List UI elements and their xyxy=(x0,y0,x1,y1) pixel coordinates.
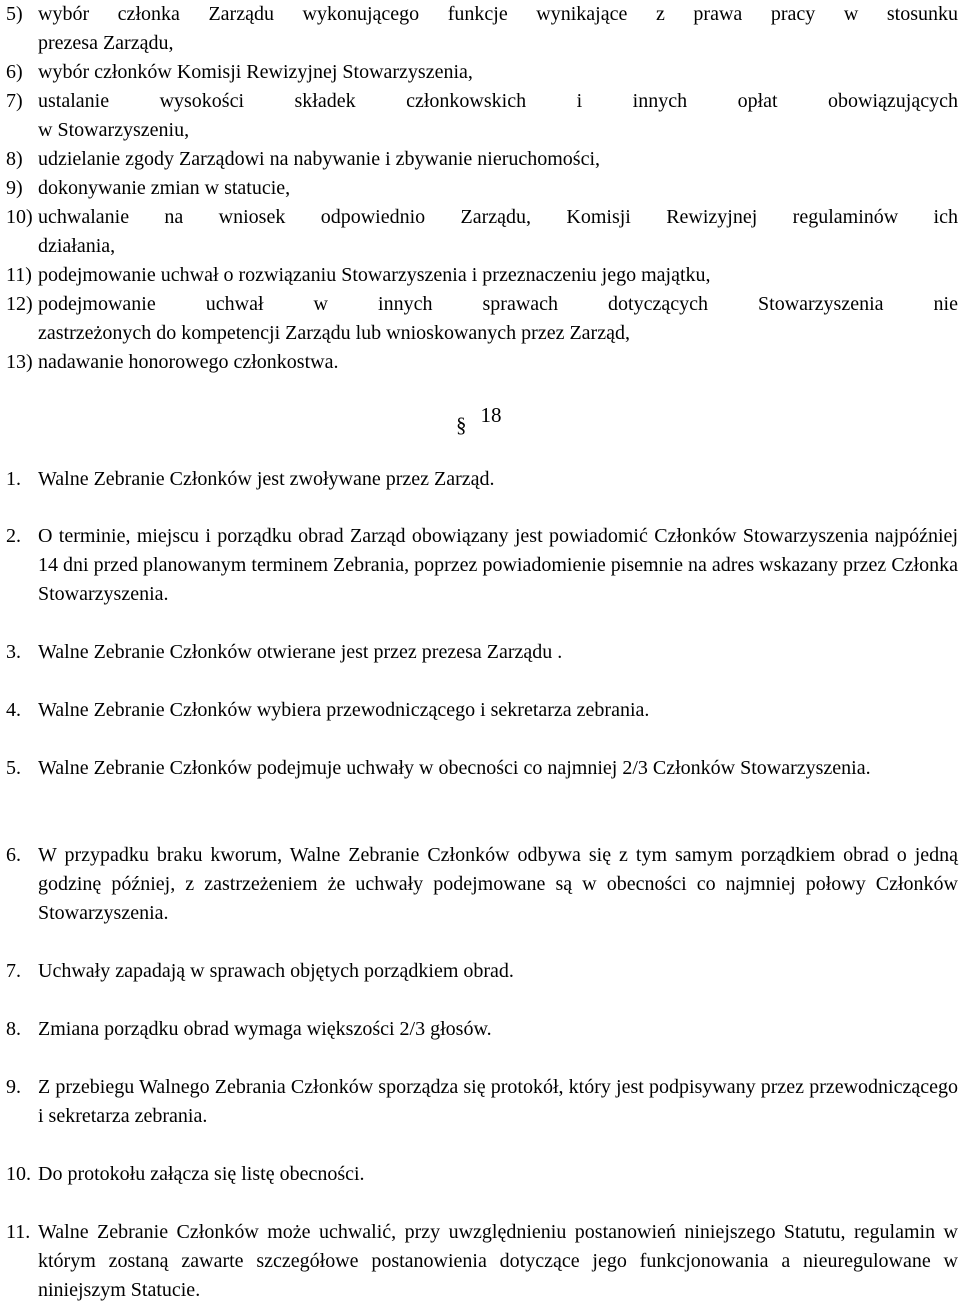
item-text-line: udzielanie zgody Zarządowi na nabywanie i zbywanie nieruchomości, xyxy=(38,148,601,170)
item-number: 8) xyxy=(6,148,23,170)
item-text: Walne Zebranie Członków otwierane jest przez prezesa Zarządu . xyxy=(38,641,563,663)
item-text-line: nadawanie honorowego członkostwa. xyxy=(38,351,339,373)
item-text-line: prezesa Zarządu, xyxy=(38,32,174,54)
item-number: 4. xyxy=(6,699,21,721)
item-text: Zmiana porządku obrad wymaga większości 2/3 głosów. xyxy=(38,1018,492,1040)
item-number: 7) xyxy=(6,90,23,112)
item-number: 12) xyxy=(6,293,33,315)
item-text-line: w Stowarzyszeniu, xyxy=(38,119,190,141)
list-item xyxy=(6,1015,958,1044)
item-number: 8. xyxy=(6,1018,21,1040)
item-number: 10) xyxy=(6,206,33,228)
list-item xyxy=(6,261,958,290)
item-number: 13) xyxy=(6,351,33,373)
item-text-line: podejmowanie uchwał w innych sprawach dotyczących Stowarzyszenia nie xyxy=(38,293,958,315)
item-text: Walne Zebranie Członków wybiera przewodniczącego i sekretarza zebrania. xyxy=(38,699,650,721)
item-text: Walne Zebranie Członków jest zwoływane przez Zarząd. xyxy=(38,468,495,490)
item-number: 2. xyxy=(6,525,21,547)
item-text: Do protokołu załącza się listę obecności. xyxy=(38,1163,365,1185)
item-number: 9) xyxy=(6,177,23,199)
item-number: 1. xyxy=(6,468,21,490)
item-number: 10. xyxy=(6,1163,31,1185)
item-text: Walne Zebranie Członków podejmuje uchwały w obecności co najmniej 2/3 Członków Stowarzyszenia. xyxy=(38,757,871,779)
item-text-line: zastrzeżonych do kompetencji Zarządu lub wnioskowanych przez Zarząd, xyxy=(38,322,630,344)
list-item xyxy=(6,58,958,87)
item-text: Walne Zebranie Członków może uchwalić, przy uwzględnieniu postanowień niniejszego Statutu, regulamin w którym zostaną zawarte szczegółowe postanowienia dotyczące jego funkcjonowania a nieuregulowane w niniejszym Statucie. xyxy=(38,1221,958,1301)
list-item xyxy=(6,1218,958,1305)
list-item xyxy=(6,145,958,174)
list-item xyxy=(6,348,958,377)
item-number: 9. xyxy=(6,1076,21,1098)
section-number: 18 xyxy=(480,403,502,427)
item-text-line: ustalanie wysokości składek członkowskich i innych opłat obowiązujących xyxy=(38,90,958,112)
list-item xyxy=(6,841,958,928)
item-number: 3. xyxy=(6,641,21,663)
section-sign: § xyxy=(456,413,467,437)
section-heading xyxy=(456,400,502,437)
list-item xyxy=(6,957,958,986)
item-text-line: działania, xyxy=(38,235,116,257)
item-text: O terminie, miejscu i porządku obrad Zarząd obowiązany jest powiadomić Członków Stowarzyszenia najpóźniej 14 dni przed planowanym terminem Zebrania, poprzez powiadomienie pisemnie na adres wskazany przez Członka Stowarzyszenia. xyxy=(38,525,958,605)
item-number: 11) xyxy=(6,264,32,286)
list-item xyxy=(6,1073,958,1131)
item-text-line: wybór członków Komisji Rewizyjnej Stowarzyszenia, xyxy=(38,61,473,83)
item-number: 5) xyxy=(6,3,23,25)
list-item xyxy=(6,203,958,261)
list-item xyxy=(6,1160,958,1189)
list-item xyxy=(6,638,958,667)
list-item xyxy=(6,174,958,203)
item-number: 5. xyxy=(6,757,21,779)
item-number: 7. xyxy=(6,960,21,982)
item-text-line: podejmowanie uchwał o rozwiązaniu Stowarzyszenia i przeznaczeniu jego majątku, xyxy=(38,264,711,286)
list-item xyxy=(6,465,958,494)
item-text-line: wybór członka Zarządu wykonującego funkcje wynikające z prawa pracy w stosunku xyxy=(38,3,958,25)
item-text-line: dokonywanie zmian w statucie, xyxy=(38,177,291,199)
item-number: 6) xyxy=(6,61,23,83)
upper-list xyxy=(6,0,958,377)
item-text-line: uchwalanie na wniosek odpowiednio Zarządu, Komisji Rewizyjnej regulaminów ich xyxy=(38,206,958,228)
list-item xyxy=(6,87,958,145)
list-item xyxy=(6,696,958,725)
list-item xyxy=(6,754,958,783)
list-item xyxy=(6,522,958,609)
item-text: Uchwały zapadają w sprawach objętych porządkiem obrad. xyxy=(38,960,514,982)
item-text: W przypadku braku kworum, Walne Zebranie Członków odbywa się z tym samym porządkiem obrad o jedną godzinę później, z zastrzeżeniem że uchwały podejmowane są w obecności co najmniej połowy Członków Stowarzyszenia. xyxy=(38,844,958,924)
list-item xyxy=(6,0,958,58)
item-number: 11. xyxy=(6,1221,31,1243)
list-item xyxy=(6,290,958,348)
item-text: Z przebiegu Walnego Zebrania Członków sporządza się protokół, który jest podpisywany przez przewodniczącego i sekretarza zebrania. xyxy=(38,1076,958,1127)
item-number: 6. xyxy=(6,844,21,866)
